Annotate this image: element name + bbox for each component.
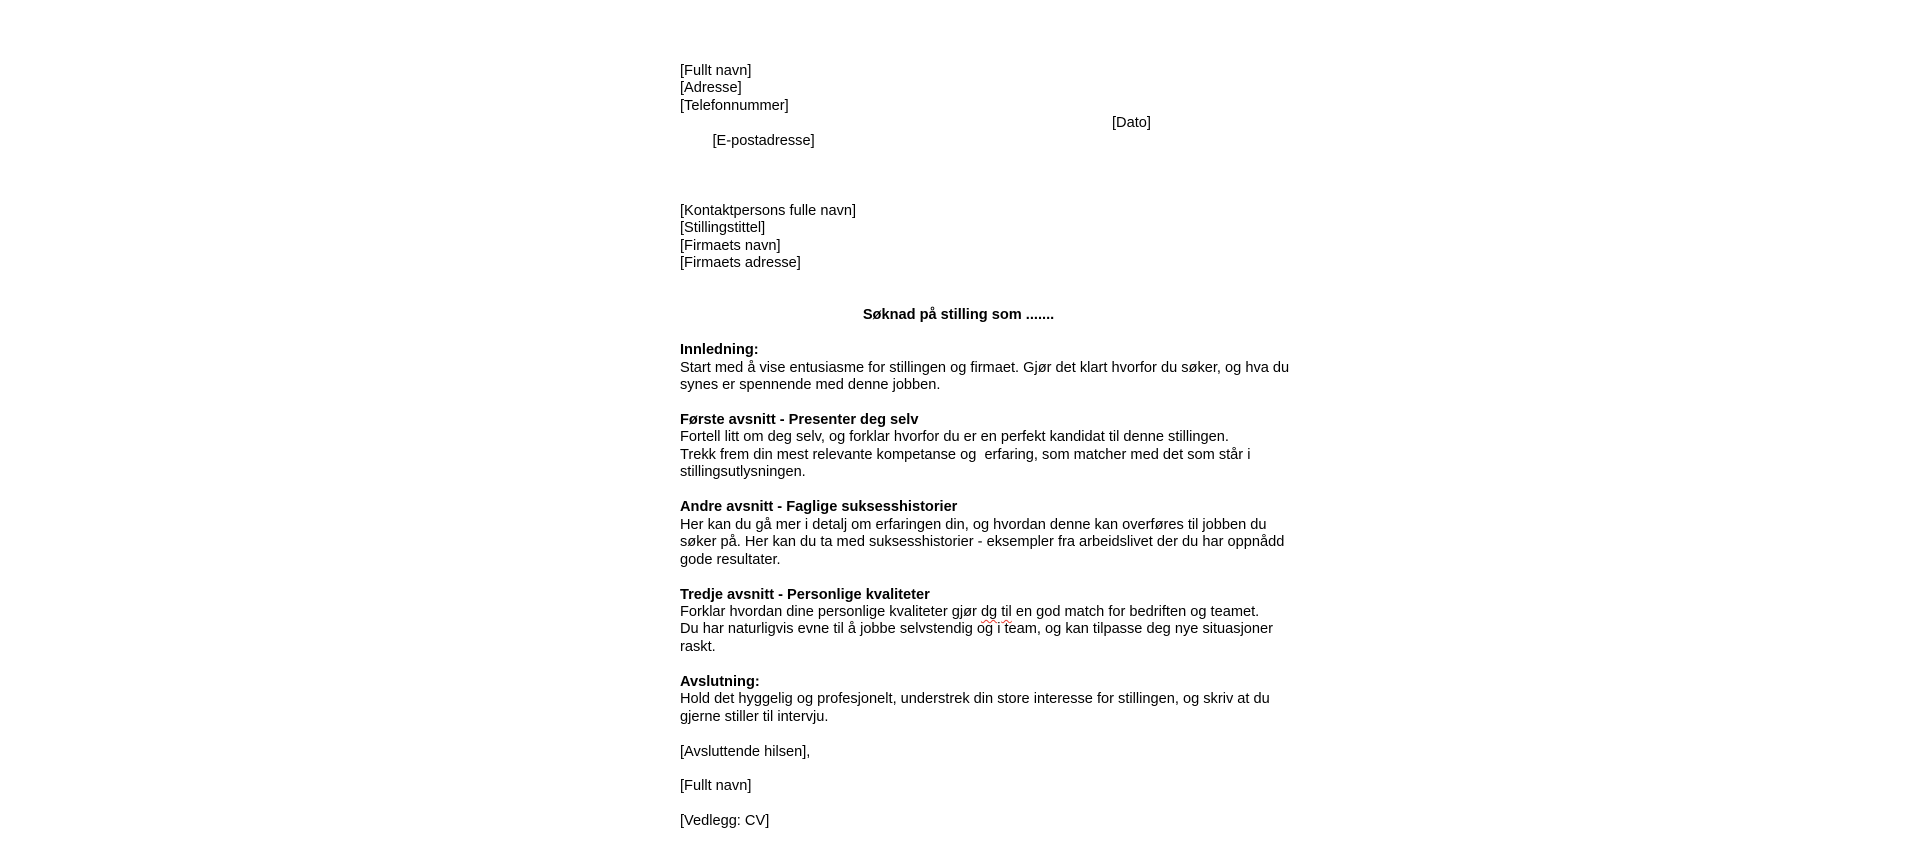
sender-email-row xyxy=(680,115,1237,185)
sender-phone: [Telefonnummer] xyxy=(680,97,789,114)
body-line: stillingsutlysningen. xyxy=(680,464,806,481)
text-run: Forklar hvordan dine personlige kvaliteter gjør xyxy=(680,603,981,620)
misspelled-word[interactable]: dg xyxy=(980,603,998,620)
recipient-job-title: [Stillingstittel] xyxy=(680,220,766,237)
section-heading: Andre avsnitt - Faglige suksesshistorier xyxy=(680,499,958,516)
date-placeholder: [Dato] xyxy=(1112,115,1151,132)
body-line: raskt. xyxy=(680,638,716,655)
closing-line: [Vedlegg: CV] xyxy=(680,813,770,830)
letter-section xyxy=(680,342,1290,394)
closing-line: [Avsluttende hilsen], xyxy=(680,743,811,760)
section-heading: Innledning: xyxy=(680,342,759,359)
recipient-company-address: [Firmaets adresse] xyxy=(680,254,801,271)
closing-block xyxy=(680,744,1237,831)
body-line: Fortell litt om deg selv, og forklar hvorfor du er en perfekt kandidat til denne stillingen. xyxy=(680,429,1229,446)
misspelled-word[interactable]: til xyxy=(1001,603,1012,620)
body-line: Her kan du gå mer i detalj om erfaringen din, og hvordan denne kan overføres til jobben du xyxy=(680,516,1267,533)
sender-full-name: [Fullt navn] xyxy=(680,63,752,79)
letter-document[interactable] xyxy=(680,63,1290,831)
body-line: synes er spennende med denne jobben. xyxy=(680,377,941,394)
section-heading: Avslutning: xyxy=(680,673,760,690)
section-heading: Tredje avsnitt - Personlige kvaliteter xyxy=(680,586,930,603)
letter-section xyxy=(680,586,1274,657)
body-line: Trekk frem din mest relevante kompetanse og erfaring, som matcher med det som står i xyxy=(680,446,1251,463)
recipient-contact-name: [Kontaktpersons fulle navn] xyxy=(680,202,857,219)
letter-sections xyxy=(680,342,1290,726)
body-line: Hold det hyggelig og profesjonelt, understrek din store interesse for stillingen, og skriv at du xyxy=(680,691,1270,708)
recipient-company-name: [Firmaets navn] xyxy=(680,237,781,254)
body-line: søker på. Her kan du ta med suksesshistorier - eksempler fra arbeidslivet der du har oppnådd xyxy=(680,534,1285,551)
sender-block xyxy=(680,63,1237,185)
letter-section xyxy=(680,499,1285,569)
body-line xyxy=(680,603,1260,621)
sender-email: [E-postadresse] xyxy=(712,132,815,149)
body-line: Start med å vise entusiasme for stillingen og firmaet. Gjør det klart hvorfor du søker, og hva du xyxy=(680,359,1290,376)
body-line: gjerne stiller til intervju. xyxy=(680,708,829,725)
text-run: en god match for bedriften og teamet. xyxy=(1011,603,1260,620)
closing-line: [Fullt navn] xyxy=(680,778,752,795)
body-line: Du har naturligvis evne til å jobbe selvstendig og i team, og kan tilpasse deg nye situasjoner xyxy=(680,621,1274,638)
body-line: gode resultater. xyxy=(680,551,781,568)
recipient-block xyxy=(680,203,1237,273)
letter-title: Søknad på stilling som ....... xyxy=(862,307,1055,324)
letter-section xyxy=(680,673,1270,726)
section-heading: Første avsnitt - Presenter deg selv xyxy=(680,412,919,428)
sender-address: [Adresse] xyxy=(680,80,742,97)
letter-section xyxy=(680,412,1251,482)
